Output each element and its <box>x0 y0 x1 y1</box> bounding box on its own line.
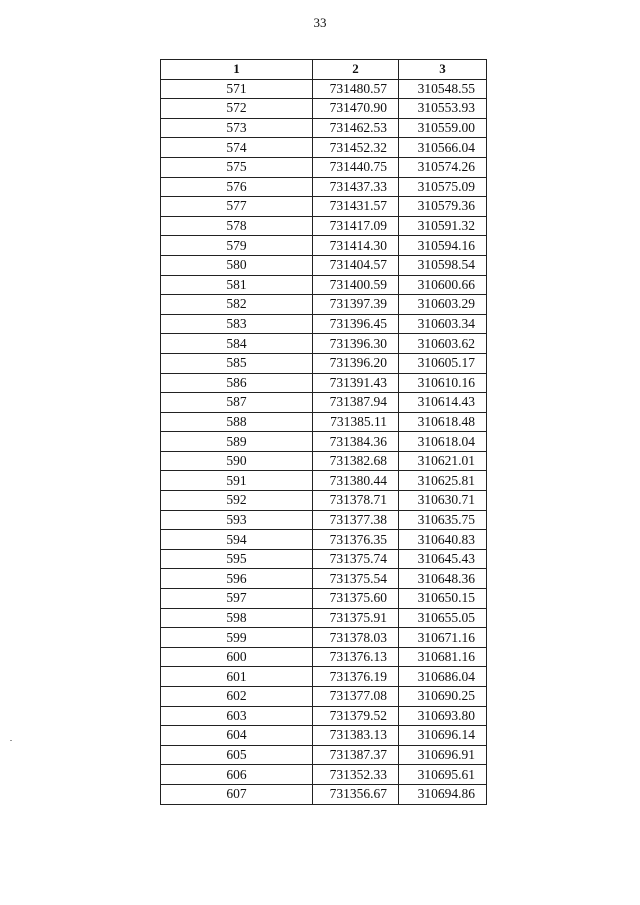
point-number-cell: 588 <box>161 412 313 432</box>
x-coordinate-cell: 731375.74 <box>313 549 399 569</box>
column-header-y-coordinate: 3 <box>399 60 487 80</box>
x-coordinate-cell: 731375.91 <box>313 608 399 628</box>
x-coordinate-cell: 731377.08 <box>313 687 399 707</box>
point-number-cell: 587 <box>161 393 313 413</box>
y-coordinate-cell: 310598.54 <box>399 255 487 275</box>
y-coordinate-cell: 310690.25 <box>399 687 487 707</box>
point-number-cell: 599 <box>161 628 313 648</box>
x-coordinate-cell: 731396.30 <box>313 334 399 354</box>
point-number-cell: 574 <box>161 138 313 158</box>
point-number-cell: 585 <box>161 353 313 373</box>
y-coordinate-cell: 310693.80 <box>399 706 487 726</box>
table-row <box>161 471 487 491</box>
point-number-cell: 597 <box>161 589 313 609</box>
point-number-cell: 604 <box>161 726 313 746</box>
x-coordinate-cell: 731431.57 <box>313 197 399 217</box>
x-coordinate-cell: 731397.39 <box>313 295 399 315</box>
x-coordinate-cell: 731352.33 <box>313 765 399 785</box>
y-coordinate-cell: 310548.55 <box>399 79 487 99</box>
table-row <box>161 216 487 236</box>
table-row <box>161 314 487 334</box>
x-coordinate-cell: 731383.13 <box>313 726 399 746</box>
y-coordinate-cell: 310575.09 <box>399 177 487 197</box>
y-coordinate-cell: 310648.36 <box>399 569 487 589</box>
y-coordinate-cell: 310681.16 <box>399 647 487 667</box>
x-coordinate-cell: 731440.75 <box>313 157 399 177</box>
y-coordinate-cell: 310671.16 <box>399 628 487 648</box>
x-coordinate-cell: 731417.09 <box>313 216 399 236</box>
x-coordinate-cell: 731404.57 <box>313 255 399 275</box>
table-row <box>161 647 487 667</box>
table-row <box>161 99 487 119</box>
x-coordinate-cell: 731378.03 <box>313 628 399 648</box>
point-number-cell: 606 <box>161 765 313 785</box>
x-coordinate-cell: 731375.60 <box>313 589 399 609</box>
x-coordinate-cell: 731376.19 <box>313 667 399 687</box>
point-number-cell: 581 <box>161 275 313 295</box>
y-coordinate-cell: 310655.05 <box>399 608 487 628</box>
table-row <box>161 138 487 158</box>
y-coordinate-cell: 310603.62 <box>399 334 487 354</box>
x-coordinate-cell: 731378.71 <box>313 491 399 511</box>
scan-artifact-mark <box>10 740 12 741</box>
table-row <box>161 373 487 393</box>
y-coordinate-cell: 310566.04 <box>399 138 487 158</box>
table-row <box>161 765 487 785</box>
point-number-cell: 578 <box>161 216 313 236</box>
x-coordinate-cell: 731379.52 <box>313 706 399 726</box>
y-coordinate-cell: 310610.16 <box>399 373 487 393</box>
x-coordinate-cell: 731396.45 <box>313 314 399 334</box>
table-row <box>161 79 487 99</box>
y-coordinate-cell: 310630.71 <box>399 491 487 511</box>
point-number-cell: 571 <box>161 79 313 99</box>
x-coordinate-cell: 731437.33 <box>313 177 399 197</box>
x-coordinate-cell: 731480.57 <box>313 79 399 99</box>
x-coordinate-cell: 731382.68 <box>313 451 399 471</box>
point-number-cell: 601 <box>161 667 313 687</box>
y-coordinate-cell: 310603.29 <box>399 295 487 315</box>
column-header-x-coordinate: 2 <box>313 60 399 80</box>
table-row <box>161 491 487 511</box>
table-row <box>161 255 487 275</box>
table-row <box>161 745 487 765</box>
y-coordinate-cell: 310594.16 <box>399 236 487 256</box>
y-coordinate-cell: 310605.17 <box>399 353 487 373</box>
x-coordinate-cell: 731452.32 <box>313 138 399 158</box>
point-number-cell: 586 <box>161 373 313 393</box>
x-coordinate-cell: 731385.11 <box>313 412 399 432</box>
y-coordinate-cell: 310625.81 <box>399 471 487 491</box>
x-coordinate-cell: 731377.38 <box>313 510 399 530</box>
x-coordinate-cell: 731375.54 <box>313 569 399 589</box>
x-coordinate-cell: 731414.30 <box>313 236 399 256</box>
y-coordinate-cell: 310618.48 <box>399 412 487 432</box>
point-number-cell: 572 <box>161 99 313 119</box>
y-coordinate-cell: 310694.86 <box>399 784 487 804</box>
table-row <box>161 334 487 354</box>
y-coordinate-cell: 310579.36 <box>399 197 487 217</box>
point-number-cell: 591 <box>161 471 313 491</box>
table-row <box>161 275 487 295</box>
table-row <box>161 726 487 746</box>
table-row <box>161 706 487 726</box>
table-body <box>161 79 487 804</box>
y-coordinate-cell: 310645.43 <box>399 549 487 569</box>
table-row <box>161 784 487 804</box>
y-coordinate-cell: 310640.83 <box>399 530 487 550</box>
table-header-row <box>161 60 487 80</box>
point-number-cell: 579 <box>161 236 313 256</box>
table-row <box>161 451 487 471</box>
x-coordinate-cell: 731380.44 <box>313 471 399 491</box>
table-row <box>161 412 487 432</box>
point-number-cell: 575 <box>161 157 313 177</box>
x-coordinate-cell: 731400.59 <box>313 275 399 295</box>
y-coordinate-cell: 310696.91 <box>399 745 487 765</box>
point-number-cell: 580 <box>161 255 313 275</box>
y-coordinate-cell: 310553.93 <box>399 99 487 119</box>
table-row <box>161 549 487 569</box>
table-row <box>161 667 487 687</box>
table-row <box>161 510 487 530</box>
y-coordinate-cell: 310574.26 <box>399 157 487 177</box>
point-number-cell: 598 <box>161 608 313 628</box>
x-coordinate-cell: 731356.67 <box>313 784 399 804</box>
x-coordinate-cell: 731384.36 <box>313 432 399 452</box>
x-coordinate-cell: 731376.13 <box>313 647 399 667</box>
page-number: 33 <box>313 15 327 30</box>
x-coordinate-cell: 731470.90 <box>313 99 399 119</box>
point-number-cell: 592 <box>161 491 313 511</box>
table-row <box>161 118 487 138</box>
point-number-cell: 600 <box>161 647 313 667</box>
point-number-cell: 607 <box>161 784 313 804</box>
table-row <box>161 687 487 707</box>
x-coordinate-cell: 731462.53 <box>313 118 399 138</box>
point-number-cell: 577 <box>161 197 313 217</box>
y-coordinate-cell: 310686.04 <box>399 667 487 687</box>
y-coordinate-cell: 310635.75 <box>399 510 487 530</box>
table-row <box>161 432 487 452</box>
point-number-cell: 573 <box>161 118 313 138</box>
point-number-cell: 590 <box>161 451 313 471</box>
column-header-point-number: 1 <box>161 60 313 80</box>
table-row <box>161 157 487 177</box>
table-row <box>161 353 487 373</box>
point-number-cell: 596 <box>161 569 313 589</box>
table-row <box>161 177 487 197</box>
table-row <box>161 608 487 628</box>
table-row <box>161 589 487 609</box>
point-number-cell: 584 <box>161 334 313 354</box>
point-number-cell: 594 <box>161 530 313 550</box>
table-row <box>161 569 487 589</box>
y-coordinate-cell: 310650.15 <box>399 589 487 609</box>
table-row <box>161 295 487 315</box>
point-number-cell: 582 <box>161 295 313 315</box>
y-coordinate-cell: 310603.34 <box>399 314 487 334</box>
point-number-cell: 583 <box>161 314 313 334</box>
table-row <box>161 197 487 217</box>
y-coordinate-cell: 310621.01 <box>399 451 487 471</box>
point-number-cell: 595 <box>161 549 313 569</box>
point-number-cell: 603 <box>161 706 313 726</box>
y-coordinate-cell: 310695.61 <box>399 765 487 785</box>
x-coordinate-cell: 731396.20 <box>313 353 399 373</box>
x-coordinate-cell: 731376.35 <box>313 530 399 550</box>
x-coordinate-cell: 731391.43 <box>313 373 399 393</box>
x-coordinate-cell: 731387.37 <box>313 745 399 765</box>
table-row <box>161 393 487 413</box>
table-row <box>161 236 487 256</box>
y-coordinate-cell: 310591.32 <box>399 216 487 236</box>
x-coordinate-cell: 731387.94 <box>313 393 399 413</box>
point-number-cell: 589 <box>161 432 313 452</box>
point-number-cell: 593 <box>161 510 313 530</box>
table-row <box>161 628 487 648</box>
coordinates-table <box>160 59 487 805</box>
table-row <box>161 530 487 550</box>
point-number-cell: 576 <box>161 177 313 197</box>
y-coordinate-cell: 310696.14 <box>399 726 487 746</box>
point-number-cell: 602 <box>161 687 313 707</box>
y-coordinate-cell: 310618.04 <box>399 432 487 452</box>
y-coordinate-cell: 310559.00 <box>399 118 487 138</box>
point-number-cell: 605 <box>161 745 313 765</box>
y-coordinate-cell: 310614.43 <box>399 393 487 413</box>
y-coordinate-cell: 310600.66 <box>399 275 487 295</box>
